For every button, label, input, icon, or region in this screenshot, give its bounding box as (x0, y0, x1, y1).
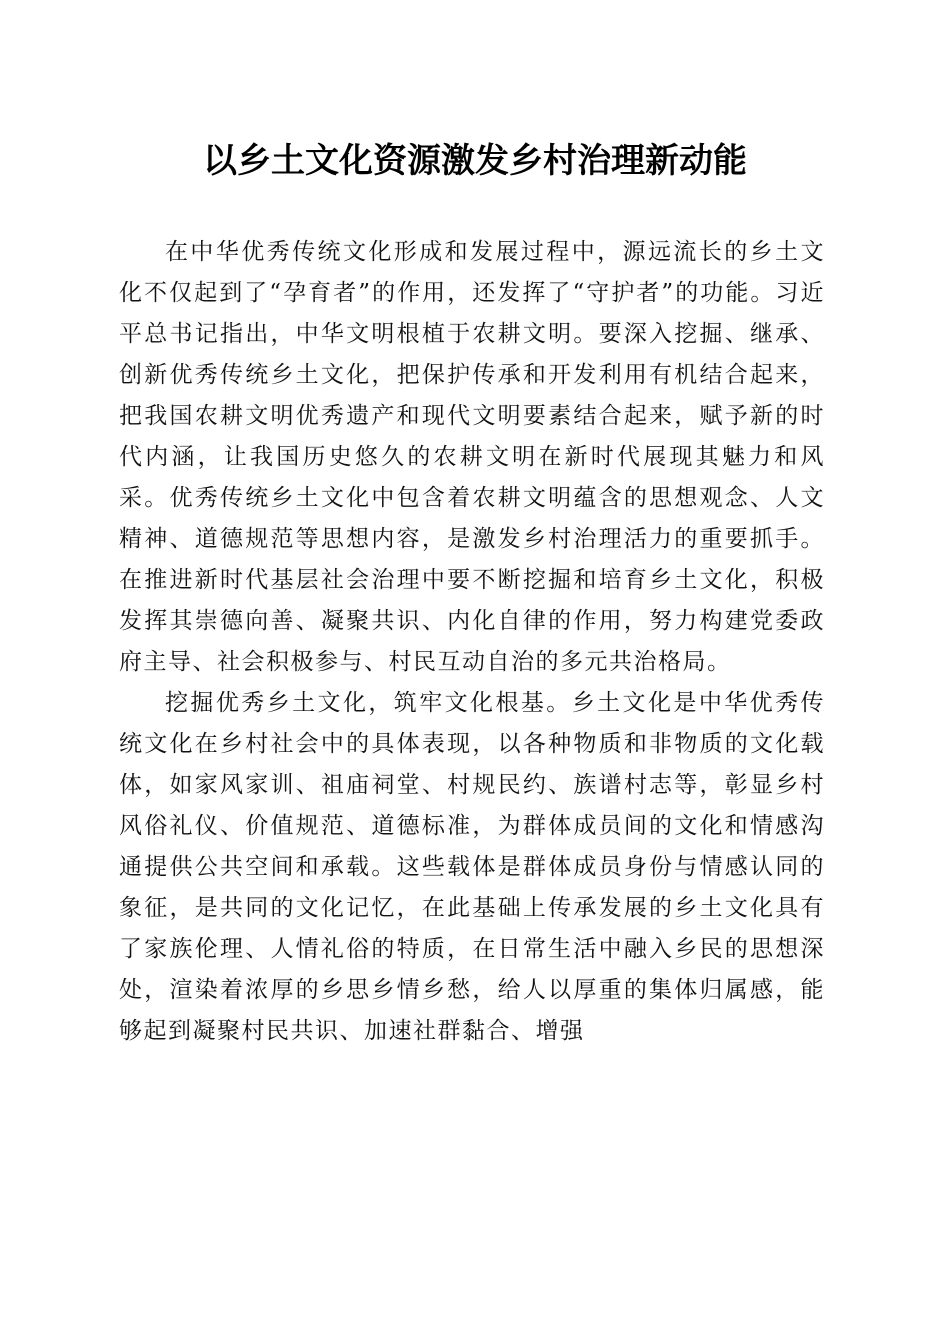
document-body (119, 232, 825, 1052)
paragraph-1: 在中华优秀传统文化形成和发展过程中，源远流长的乡土文化不仅起到了“孕育者”的作用，还发挥了“守护者”的功能。习近平总书记指出，中华文明根植于农耕文明。要深入挖掘、继承、创新优秀传统乡土文化，把保护传承和开发利用有机结合起来，把我国农耕文明优秀遗产和现代文明要素结合起来，赋予新的时代内涵，让我国历史悠久的农耕文明在新时代展现其魅力和风采。优秀传统乡土文化中包含着农耕文明蕴含的思想观念、人文精神、道德规范等思想内容，是激发乡村治理活力的重要抓手。在推进新时代基层社会治理中要不断挖掘和培育乡土文化，积极发挥其崇德向善、凝聚共识、内化自律的作用，努力构建党委政府主导、社会积极参与、村民互动自治的多元共治格局。 (119, 239, 825, 675)
document-title: 以乡土文化资源激发乡村治理新动能 (203, 141, 747, 181)
paragraph-2: 挖掘优秀乡土文化，筑牢文化根基。乡土文化是中华优秀传统文化在乡村社会中的具体表现，以各种物质和非物质的文化载体，如家风家训、祖庙祠堂、村规民约、族谱村志等，彰显乡村风俗礼仪、价值规范、道德标准，为群体成员间的文化和情感沟通提供公共空间和承载。这些载体是群体成员身份与情感认同的象征，是共同的文化记忆，在此基础上传承发展的乡土文化具有了家族伦理、人情礼俗的特质，在日常生活中融入乡民的思想深处，渲染着浓厚的乡思乡情乡愁，给人以厚重的集体归属感，能够起到凝聚村民共识、加速社群黏合、增强 (119, 690, 825, 1044)
